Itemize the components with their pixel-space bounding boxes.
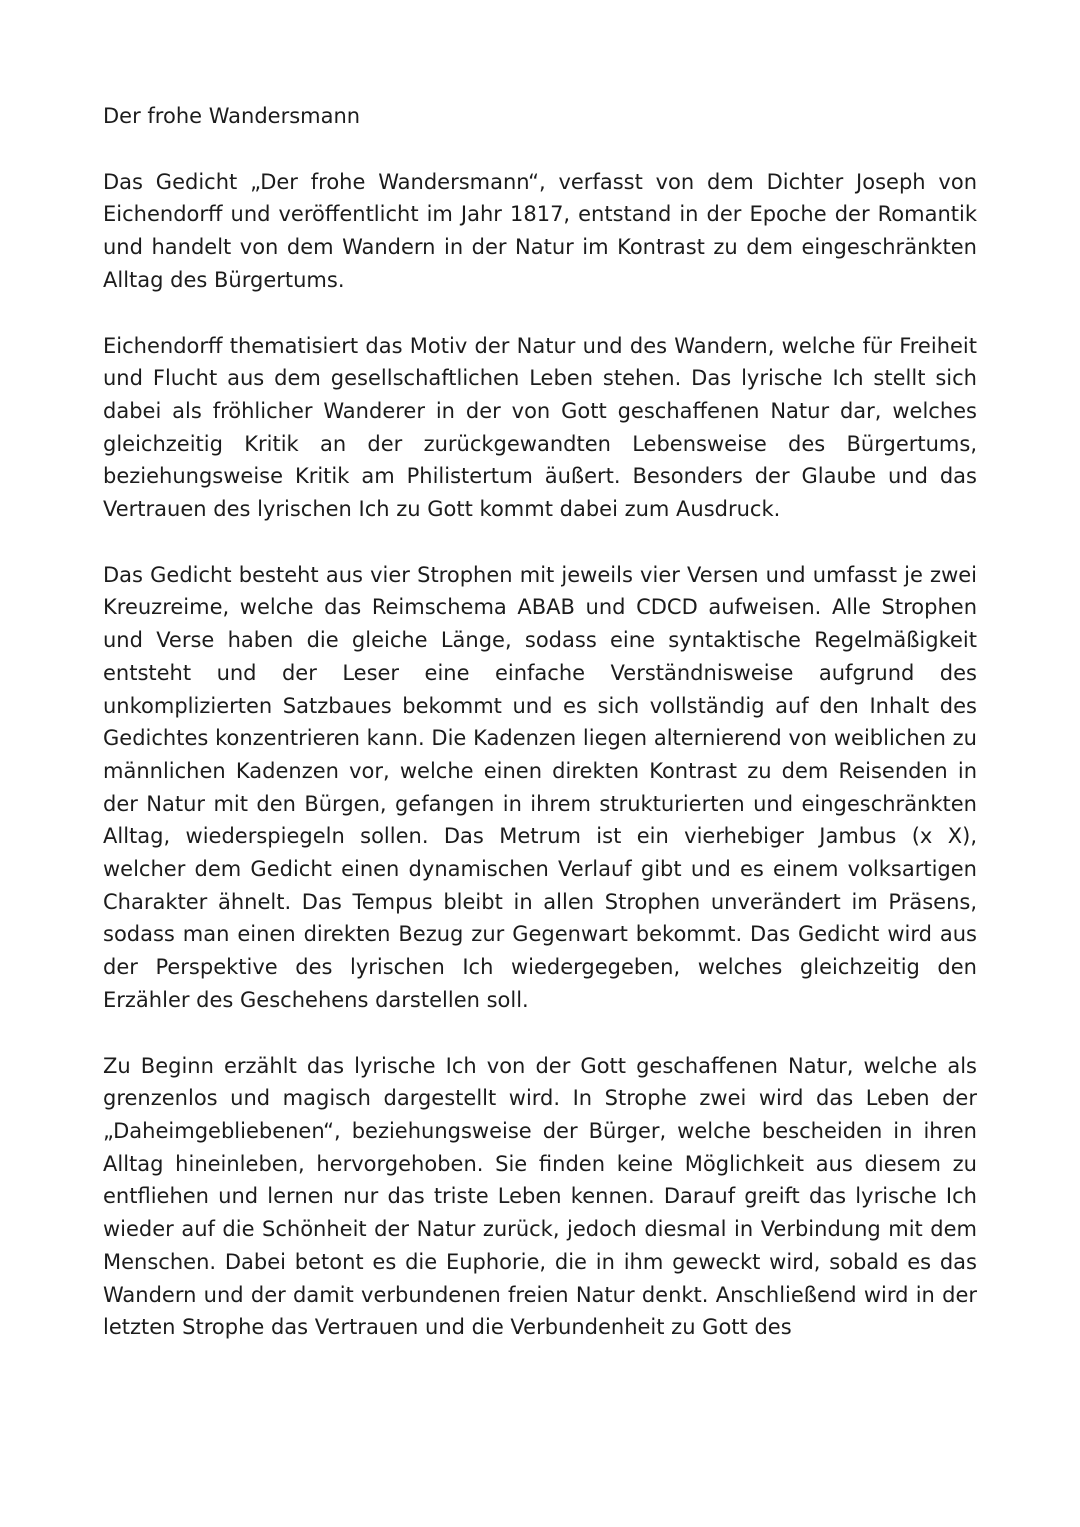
paragraph-introduction: Das Gedicht „Der frohe Wandersmann“, verfasst von dem Dichter Joseph von Eichendorff und veröffentlicht im Jahr 1817, entstand in der Epoche der Romantik und handelt von dem Wandern in der Natur im Kontrast zu dem eingeschränkten Alltag des Bürgertums. [103, 169, 977, 292]
paragraph-form-analysis: Das Gedicht besteht aus vier Strophen mit jeweils vier Versen und umfasst je zwei Kreuzreime, welche das Reimschema ABAB und CDCD aufweisen. Alle Strophen und Verse haben die gleiche Länge, sodass eine syntaktische Regelmäßigkeit entsteht und der Leser eine einfache Verständnisweise aufgrund des unkomplizierten Satzbaues bekommt und es sich vollständig auf den Inhalt des Gedichtes konzentrieren kann. Die Kadenzen liegen alternierend von weiblichen zu männlichen Kadenzen vor, welche einen direkten Kontrast zu dem Reisenden in der Natur mit den Bürgen, gefangen in ihrem strukturierten und eingeschränkten Alltag, wiederspiegeln sollen. Das Metrum ist ein vierhebiger Jambus (x X), welcher dem Gedicht einen dynamischen Verlauf gibt und es einem volksartigen Charakter ähnelt. Das Tempus bleibt in allen Strophen unverändert im Präsens, sodass man einen direkten Bezug zur Gegenwart bekommt. Das Gedicht wird aus der Perspektive des lyrischen Ich wiedergegeben, welches gleichzeitig den Erzähler des Geschehens darstellen soll. [103, 562, 977, 1012]
paragraph-content-summary: Zu Beginn erzählt das lyrische Ich von der Gott geschaffenen Natur, welche als grenzenlos und magisch dargestellt wird. In Strophe zwei wird das Leben der „Daheimgebliebenen“, beziehungsweise der Bürger, welche bescheiden in ihren Alltag hineinleben, hervorgehoben. Sie finden keine Möglichkeit aus diesem zu entfliehen und lernen nur das triste Leben kennen. Darauf greift das lyrische Ich wieder auf die Schönheit der Natur zurück, jedoch diesmal in Verbindung mit dem Menschen. Dabei betont es die Euphorie, die in ihm geweckt wird, sobald es das Wandern und der damit verbundenen freien Natur denkt. Anschließend wird in der letzten Strophe das Vertrauen und die Verbundenheit zu Gott des [103, 1053, 977, 1340]
document-title: Der frohe Wandersmann [103, 104, 361, 128]
document-page [103, 100, 977, 1344]
paragraph-theme: Eichendorff thematisiert das Motiv der Natur und des Wandern, welche für Freiheit und Flucht aus dem gesellschaftlichen Leben stehen. Das lyrische Ich stellt sich dabei als fröhlicher Wanderer in der von Gott geschaffenen Natur dar, welches gleichzeitig Kritik an der zurückgewandten Lebensweise des Bürgertums, beziehungsweise Kritik am Philistertum äußert. Besonders der Glaube und das Vertrauen des lyrischen Ich zu Gott kommt dabei zum Ausdruck. [103, 333, 977, 522]
